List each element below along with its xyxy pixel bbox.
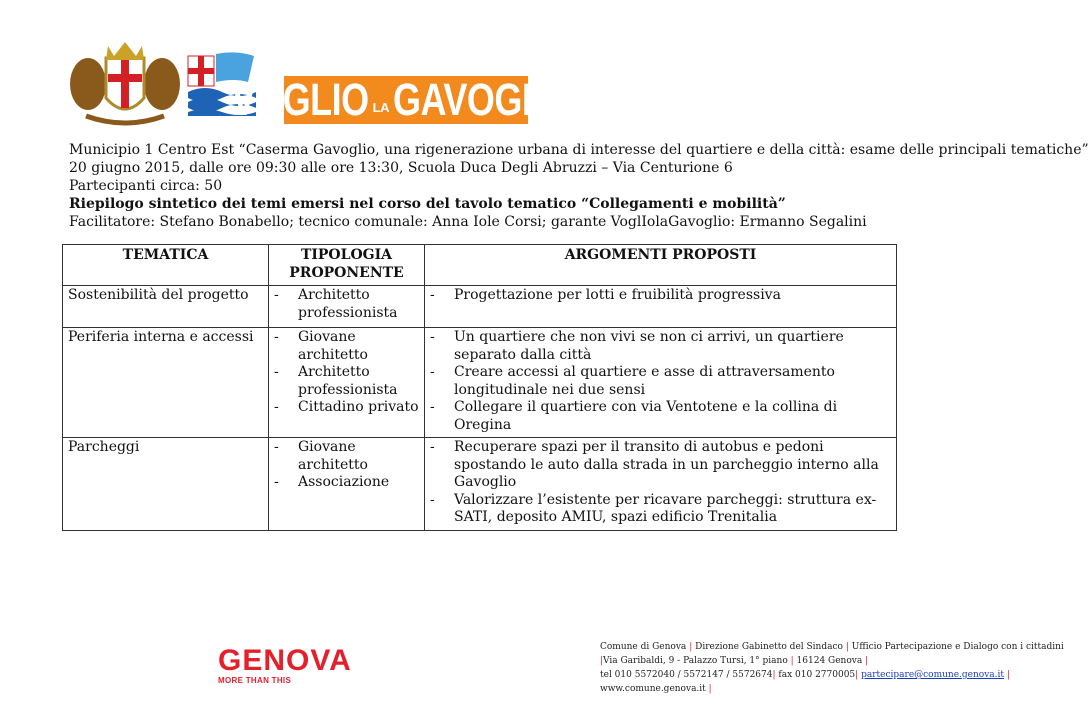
proponente-item: - Giovane architetto: [274, 329, 419, 364]
table-row: [63, 328, 897, 438]
argomento-item: - Progettazione per lotti e fruibilità progressiva: [430, 287, 891, 305]
proponente-item: - Cittadino privato: [274, 399, 419, 417]
logo-word-la: LA: [372, 99, 390, 115]
proponente-item: - Giovane architetto: [274, 439, 419, 474]
footer-address-line: [600, 654, 1064, 668]
genova-logo: [218, 644, 352, 685]
footer-web-line: [600, 682, 1064, 696]
separator: |: [772, 670, 776, 680]
cap-city: 16124 Genova: [796, 656, 863, 666]
header-tematica: TEMATICA: [63, 245, 269, 286]
proponenti-cell: [269, 286, 425, 328]
tematica-cell: Periferia interna e accessi: [63, 328, 269, 438]
separator: |: [689, 642, 693, 652]
genova-coat-of-arms-icon: [66, 32, 184, 126]
voglio-la-gavoglio-logo: [231, 73, 581, 125]
footer-phone-line: [600, 668, 1064, 682]
argomento-item: - Creare accessi al quartiere e asse di attraversamento longitudinale nei due sensi: [430, 364, 891, 399]
website[interactable]: www.comune.genova.it: [600, 684, 706, 694]
table-row: [63, 438, 897, 531]
argomento-item: - Valorizzare l’esistente per ricavare parcheggi: struttura ex-SATI, deposito AMIU, spazi edificio Trenitalia: [430, 492, 891, 527]
proponente-item: - Architetto professionista: [274, 287, 419, 322]
footer-org-line: [600, 640, 1064, 654]
proponente-item: - Associazione: [274, 474, 419, 492]
topics-table: [62, 244, 897, 531]
table-row: [63, 286, 897, 328]
separator: |: [708, 684, 712, 694]
org-direzione: Direzione Gabinetto del Sindaco: [695, 642, 843, 652]
argomenti-cell: [425, 328, 897, 438]
meeting-title: Municipio 1 Centro Est “Caserma Gavoglio, una rigenerazione urbana di interesse del quartiere e della città: esame delle principali tematiche”: [69, 142, 1089, 158]
argomento-item: - Un quartiere che non vivi se non ci arrivi, un quartiere separato dalla città: [430, 329, 891, 364]
tematica-cell: Parcheggi: [63, 438, 269, 531]
table-header-row: [63, 245, 897, 286]
genova-tagline: MORE THAN THIS: [218, 676, 292, 685]
argomenti-cell: [425, 286, 897, 328]
separator: |: [855, 670, 859, 680]
separator: |: [790, 656, 794, 666]
proponenti-cell: [269, 328, 425, 438]
argomento-item: - Collegare il quartiere con via Ventotene e la collina di Oregina: [430, 399, 891, 434]
genova-logo-text: GENOVA: [218, 644, 352, 677]
participants-count: Partecipanti circa: 50: [69, 178, 223, 194]
proponenti-cell: [269, 438, 425, 531]
email-link[interactable]: partecipare@comune.genova.it: [861, 670, 1005, 680]
separator: |: [845, 642, 849, 652]
address: Via Garibaldi, 9 - Palazzo Tursi, 1° piano: [603, 656, 788, 666]
proponente-item: - Architetto professionista: [274, 364, 419, 399]
header-tipologia: TIPOLOGIA PROPONENTE: [269, 245, 425, 286]
logo-word-voglio: VOGLIO: [231, 73, 369, 125]
header-argomenti: ARGOMENTI PROPOSTI: [425, 245, 897, 286]
argomenti-cell: [425, 438, 897, 531]
separator: |: [1006, 670, 1010, 680]
argomento-item: - Recuperare spazi per il transito di autobus e pedoni spostando le auto dalla strada in un parcheggio interno alla Gavoglio: [430, 439, 891, 492]
summary-heading: Riepilogo sintetico dei temi emersi nel corso del tavolo tematico “Collegamenti e mobilità”: [69, 196, 786, 212]
org-ufficio: Ufficio Partecipazione e Dialogo con i cittadini: [851, 642, 1064, 652]
separator: |: [865, 656, 869, 666]
logo-word-gavoglio: GAVOGLIO: [393, 73, 581, 125]
meeting-date-place: 20 giugno 2015, dalle ore 09:30 alle ore 13:30, Scuola Duca Degli Abruzzi – Via Centurione 6: [69, 160, 733, 176]
fax: fax 010 2770005: [778, 670, 856, 680]
facilitators-line: Facilitatore: Stefano Bonabello; tecnico comunale: Anna Iole Corsi; garante VoglIolaGavoglio: Ermanno Segalini: [69, 214, 867, 230]
phones: tel 010 5572040 / 5572147 / 5572674: [600, 670, 773, 680]
footer-contacts: [600, 640, 1064, 696]
separator: |: [600, 656, 604, 666]
org-comune: Comune di Genova: [600, 642, 687, 652]
tematica-cell: Sostenibilità del progetto: [63, 286, 269, 328]
intro-block: [69, 141, 1089, 231]
